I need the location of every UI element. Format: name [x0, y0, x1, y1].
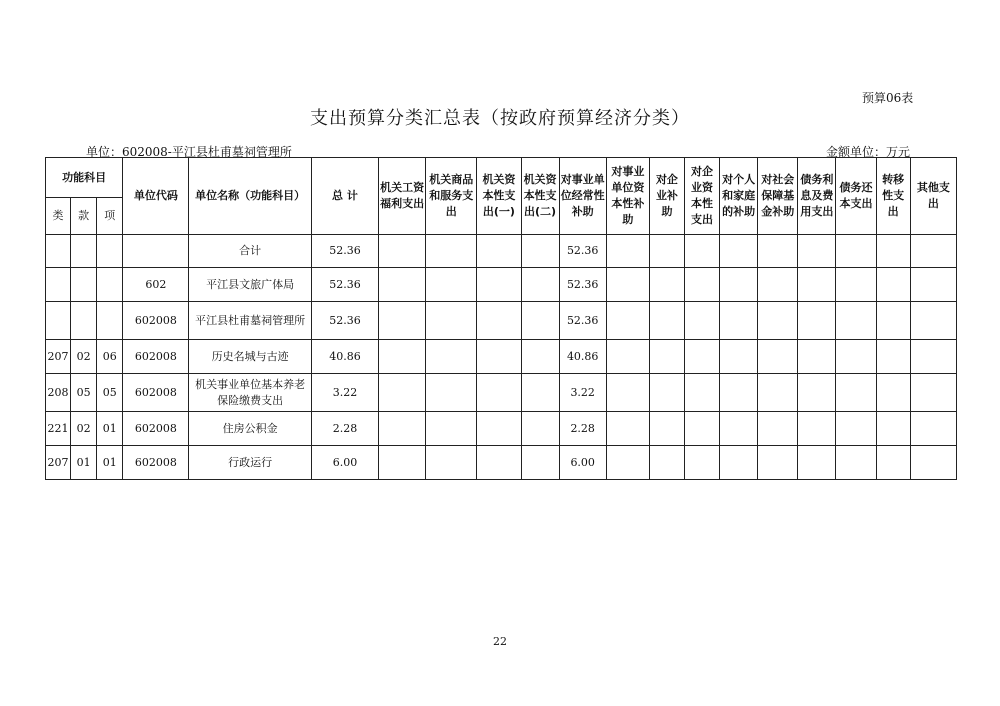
col-header: 机关资本性支出(一): [477, 158, 521, 235]
cell-empty: [426, 374, 477, 412]
cell-total: 52.36: [311, 302, 378, 340]
cell-xiang: [97, 235, 123, 268]
col-header: 转移性支出: [876, 158, 910, 235]
cell-empty: [720, 340, 758, 374]
cell-empty: [477, 302, 521, 340]
col-header: 对事业单位经常性补助: [559, 158, 606, 235]
cell-empty: [798, 412, 836, 446]
col-header: 债务还本支出: [836, 158, 876, 235]
cell-empty: [876, 302, 910, 340]
cell-empty: [910, 235, 956, 268]
cell-institution-subsidy: 3.22: [559, 374, 606, 412]
amount-unit: 金额单位：万元: [826, 145, 911, 159]
cell-total: 52.36: [311, 235, 378, 268]
cell-empty: [758, 340, 798, 374]
cell-xiang: [97, 268, 123, 302]
cell-empty: [685, 340, 720, 374]
cell-empty: [379, 340, 426, 374]
cell-institution-subsidy: 52.36: [559, 235, 606, 268]
cell-unit-code: 602008: [123, 412, 189, 446]
cell-empty: [426, 268, 477, 302]
table-row: [46, 374, 957, 412]
cell-empty: [477, 446, 521, 480]
cell-empty: [798, 268, 836, 302]
lei-header: 类: [46, 198, 71, 235]
cell-empty: [649, 302, 684, 340]
budget-table: [45, 157, 957, 480]
table-row: [46, 302, 957, 340]
cell-empty: [910, 268, 956, 302]
cell-empty: [876, 268, 910, 302]
xiang-header: 项: [97, 198, 123, 235]
cell-unit-name: 机关事业单位基本养老保险缴费支出: [189, 374, 311, 412]
cell-empty: [649, 446, 684, 480]
page-number: 22: [493, 635, 507, 648]
col-header: 对个人和家庭的补助: [720, 158, 758, 235]
table-row: [46, 340, 957, 374]
cell-kuan: [71, 268, 97, 302]
cell-empty: [426, 340, 477, 374]
cell-empty: [379, 235, 426, 268]
cell-unit-code: 602008: [123, 302, 189, 340]
col-header: 机关工资福利支出: [379, 158, 426, 235]
cell-empty: [521, 268, 559, 302]
cell-unit-name: 平江县杜甫墓祠管理所: [189, 302, 311, 340]
cell-institution-subsidy: 2.28: [559, 412, 606, 446]
cell-empty: [798, 340, 836, 374]
cell-empty: [720, 302, 758, 340]
form-number: 预算06表: [862, 91, 914, 105]
cell-institution-subsidy: 52.36: [559, 268, 606, 302]
cell-total: 2.28: [311, 412, 378, 446]
cell-empty: [836, 374, 876, 412]
cell-empty: [606, 446, 649, 480]
cell-empty: [758, 446, 798, 480]
cell-empty: [477, 374, 521, 412]
table-row: [46, 412, 957, 446]
col-header: 其他支出: [910, 158, 956, 235]
table-row: [46, 446, 957, 480]
cell-empty: [649, 374, 684, 412]
cell-total: 3.22: [311, 374, 378, 412]
cell-unit-name: 行政运行: [189, 446, 311, 480]
cell-empty: [426, 302, 477, 340]
cell-institution-subsidy: 40.86: [559, 340, 606, 374]
cell-empty: [649, 268, 684, 302]
cell-empty: [521, 235, 559, 268]
cell-unit-name: 住房公积金: [189, 412, 311, 446]
cell-unit-name: 平江县文旅广体局: [189, 268, 311, 302]
cell-empty: [477, 235, 521, 268]
cell-empty: [426, 446, 477, 480]
cell-xiang: 01: [97, 412, 123, 446]
cell-unit-code: [123, 235, 189, 268]
cell-empty: [758, 268, 798, 302]
cell-empty: [758, 302, 798, 340]
cell-empty: [876, 235, 910, 268]
cell-empty: [477, 340, 521, 374]
unit-line: 单位：602008-平江县杜甫墓祠管理所: [86, 145, 292, 159]
cell-empty: [876, 340, 910, 374]
cell-empty: [477, 268, 521, 302]
cell-lei: [46, 302, 71, 340]
total-header: 总 计: [311, 158, 378, 235]
cell-empty: [758, 412, 798, 446]
unit-name-header: 单位名称（功能科目）: [189, 158, 311, 235]
cell-unit-name: 历史名城与古迹: [189, 340, 311, 374]
cell-empty: [379, 374, 426, 412]
cell-empty: [379, 412, 426, 446]
cell-empty: [426, 235, 477, 268]
cell-empty: [798, 235, 836, 268]
col-header: 债务利息及费用支出: [798, 158, 836, 235]
cell-unit-code: 602008: [123, 340, 189, 374]
col-header: 机关资本性支出(二): [521, 158, 559, 235]
cell-lei: 208: [46, 374, 71, 412]
cell-empty: [758, 235, 798, 268]
cell-empty: [836, 446, 876, 480]
cell-unit-code: 602008: [123, 374, 189, 412]
cell-unit-name: 合计: [189, 235, 311, 268]
cell-empty: [836, 235, 876, 268]
cell-kuan: 05: [71, 374, 97, 412]
cell-unit-code: 602: [123, 268, 189, 302]
cell-lei: 207: [46, 340, 71, 374]
unit-code-header: 单位代码: [123, 158, 189, 235]
cell-kuan: 01: [71, 446, 97, 480]
cell-empty: [521, 446, 559, 480]
cell-empty: [798, 374, 836, 412]
cell-empty: [685, 268, 720, 302]
cell-empty: [910, 374, 956, 412]
cell-empty: [606, 340, 649, 374]
cell-lei: 221: [46, 412, 71, 446]
cell-empty: [606, 268, 649, 302]
cell-empty: [379, 446, 426, 480]
cell-empty: [836, 412, 876, 446]
cell-institution-subsidy: 6.00: [559, 446, 606, 480]
cell-empty: [379, 302, 426, 340]
cell-empty: [521, 374, 559, 412]
page-title: 支出预算分类汇总表（按政府预算经济分类）: [310, 108, 690, 129]
cell-empty: [720, 268, 758, 302]
cell-empty: [876, 446, 910, 480]
cell-empty: [720, 412, 758, 446]
cell-empty: [758, 374, 798, 412]
cell-empty: [685, 374, 720, 412]
cell-lei: [46, 235, 71, 268]
col-header: 机关商品和服务支出: [426, 158, 477, 235]
cell-xiang: 06: [97, 340, 123, 374]
cell-kuan: 02: [71, 412, 97, 446]
cell-empty: [477, 412, 521, 446]
table-body: [46, 235, 957, 480]
cell-empty: [649, 412, 684, 446]
cell-xiang: 01: [97, 446, 123, 480]
cell-lei: 207: [46, 446, 71, 480]
cell-empty: [521, 340, 559, 374]
cell-empty: [910, 412, 956, 446]
cell-total: 40.86: [311, 340, 378, 374]
kuan-header: 款: [71, 198, 97, 235]
table-row: [46, 268, 957, 302]
cell-empty: [606, 302, 649, 340]
cell-empty: [720, 235, 758, 268]
col-header: 对企业资本性支出: [685, 158, 720, 235]
cell-empty: [876, 374, 910, 412]
cell-empty: [685, 302, 720, 340]
cell-empty: [606, 374, 649, 412]
cell-empty: [798, 302, 836, 340]
cell-empty: [720, 446, 758, 480]
cell-xiang: 05: [97, 374, 123, 412]
cell-total: 52.36: [311, 268, 378, 302]
cell-empty: [379, 268, 426, 302]
cell-empty: [685, 235, 720, 268]
cell-empty: [836, 268, 876, 302]
cell-empty: [876, 412, 910, 446]
cell-empty: [606, 412, 649, 446]
cell-empty: [649, 235, 684, 268]
cell-empty: [910, 340, 956, 374]
header-row-1: [46, 158, 957, 198]
cell-empty: [426, 412, 477, 446]
table-row: [46, 235, 957, 268]
cell-institution-subsidy: 52.36: [559, 302, 606, 340]
cell-xiang: [97, 302, 123, 340]
cell-kuan: 02: [71, 340, 97, 374]
functional-subject-header: 功能科目: [46, 158, 123, 198]
cell-empty: [649, 340, 684, 374]
col-header: 对企业补助: [649, 158, 684, 235]
cell-empty: [910, 302, 956, 340]
col-header: 对事业单位资本性补助: [606, 158, 649, 235]
cell-empty: [798, 446, 836, 480]
cell-empty: [720, 374, 758, 412]
cell-empty: [836, 340, 876, 374]
cell-kuan: [71, 235, 97, 268]
col-header: 对社会保障基金补助: [758, 158, 798, 235]
cell-unit-code: 602008: [123, 446, 189, 480]
cell-empty: [685, 446, 720, 480]
cell-lei: [46, 268, 71, 302]
cell-empty: [606, 235, 649, 268]
cell-empty: [910, 446, 956, 480]
cell-empty: [521, 412, 559, 446]
cell-empty: [685, 412, 720, 446]
cell-kuan: [71, 302, 97, 340]
cell-total: 6.00: [311, 446, 378, 480]
cell-empty: [836, 302, 876, 340]
cell-empty: [521, 302, 559, 340]
